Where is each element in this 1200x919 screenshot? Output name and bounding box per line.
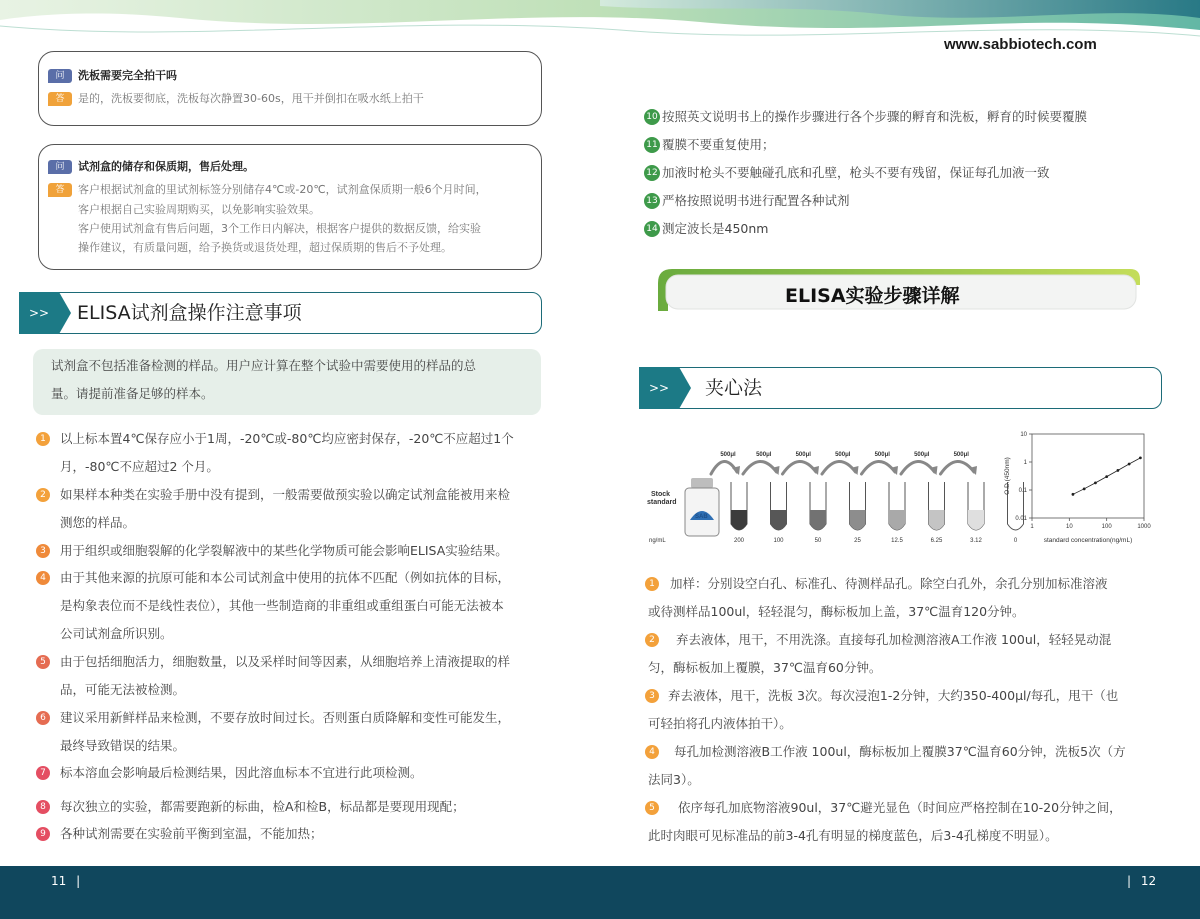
- faq-1-question: [48, 66, 177, 86]
- item-line: 每次独立的实验，都需要跑新的标曲，检A和检B，标品都是要现用现配；: [60, 799, 465, 814]
- double-chevron-icon: >>: [639, 367, 679, 409]
- item-line: 月，-80℃不应超过2 个月。: [60, 459, 219, 474]
- transfer-label: 500μl: [874, 452, 890, 458]
- dilution-tube: [929, 482, 945, 530]
- y-tick-label: 0.1: [1018, 488, 1027, 494]
- item-number: 1: [36, 432, 50, 446]
- item-line: 以上标本置4℃保存应小于1周，-20℃或-80℃均应密封保存，-20℃不应超过1个: [60, 431, 514, 446]
- step-line: 弃去液体，甩干，不用洗涤。直接每孔加检测溶液A工作液 100ul，轻轻晃动混: [676, 632, 1112, 647]
- standard-curve-chart: [1000, 426, 1160, 550]
- step-line: 法同3）。: [648, 772, 700, 787]
- website-url[interactable]: www.sabbiotech.com: [944, 36, 1097, 53]
- y-axis-label: O.D.(450nm): [1004, 457, 1011, 495]
- sample-note: [33, 349, 541, 415]
- item-line: 品，可能无法被检测。: [60, 682, 186, 697]
- x-tick-label: 100: [1101, 524, 1112, 530]
- transfer-label: 500μl: [953, 452, 969, 458]
- left-page-number: 11 |: [51, 874, 81, 888]
- question-tag: 问: [48, 160, 72, 174]
- stock-label: Stock: [651, 491, 671, 498]
- item-number: 4: [36, 571, 50, 585]
- note-line: 量。请提前准备足够的样本。: [51, 386, 214, 401]
- step-line: 加样：分别设空白孔、标准孔、待测样品孔。除空白孔外，余孔分别加标准溶液: [670, 576, 1108, 591]
- item-line: 测您的样品。: [60, 515, 136, 530]
- item-line: 加液时枪头不要触碰孔底和孔壁，枪头不要有残留，保证每孔加液一致: [662, 165, 1050, 180]
- item-number: 3: [36, 544, 50, 558]
- answer-line: 客户根据自己实验周期购买，以免影响实验效果。: [78, 203, 320, 216]
- right-page-number: | 12: [1127, 874, 1157, 888]
- transfer-label: 500μl: [720, 452, 736, 458]
- data-point: [1117, 469, 1120, 472]
- unit-label: ng/mL: [649, 538, 666, 544]
- section-title: ELISA试剂盒操作注意事项: [77, 302, 302, 324]
- item-number: 8: [36, 800, 50, 814]
- item-number: 13: [644, 193, 660, 209]
- dilution-tube: [810, 482, 826, 530]
- dilution-tube: [731, 482, 747, 530]
- item-line: 是构象表位而不是线性表位），其他一些制造商的非重组或重组蛋白可能无法被本: [60, 598, 504, 613]
- step-line: 每孔加检测溶液B工作液 100ul，酶标板加上覆膜37℃温育60分钟，洗板5次（方: [674, 744, 1126, 759]
- page-footer: [0, 866, 1200, 919]
- dilution-tube: [850, 482, 866, 530]
- item-line: 最终导致错误的结果。: [60, 738, 186, 753]
- concentration-label: 200: [733, 538, 745, 544]
- page-number-text: 12: [1140, 874, 1157, 888]
- concentration-label: 0: [1013, 538, 1018, 544]
- transfer-label: 500μl: [914, 452, 930, 458]
- concentration-label: 12.5: [891, 538, 903, 544]
- step-line: 可轻拍将孔内液体拍干）。: [648, 716, 792, 731]
- step-number: 1: [645, 577, 659, 591]
- answer-text: 客户根据试剂盒的里试剂标签分别储存4℃或-20℃，试剂盒保质期一般6个月时间，: [78, 183, 487, 196]
- answer-line: 操作建议，有质量问题，给予换货或退货处理，超过保质期的售后不予处理。: [78, 241, 452, 254]
- item-number: 11: [644, 137, 660, 153]
- data-point: [1128, 463, 1131, 466]
- concentration-label: 6.25: [930, 538, 943, 544]
- dilution-tube: [771, 482, 787, 530]
- faq-1-answer: [48, 89, 424, 109]
- data-point: [1083, 487, 1086, 490]
- item-number: 10: [644, 109, 660, 125]
- item-line: 测定波长是450nm: [662, 221, 769, 236]
- page-number-text: 11: [51, 874, 67, 888]
- step-number: 2: [645, 633, 659, 647]
- item-number: 2: [36, 488, 50, 502]
- section-header-precautions: [20, 292, 542, 334]
- item-line: 标本溶血会影响最后检测结果，因此溶血标本不宜进行此项检测。: [60, 765, 423, 780]
- item-line: 按照英文说明书上的操作步骤进行各个步骤的孵育和洗板，孵育的时候要覆膜: [662, 109, 1088, 124]
- item-number: 6: [36, 711, 50, 725]
- question-text: 试剂盒的储存和保质期，售后处理。: [78, 160, 254, 173]
- item-number: 9: [36, 827, 50, 841]
- transfer-label: 500μl: [795, 452, 811, 458]
- transfer-label: 500μl: [756, 452, 772, 458]
- stock-label: standard: [647, 499, 677, 506]
- concentration-label: 3.12: [970, 538, 982, 544]
- dilution-tube: [968, 482, 984, 530]
- answer-tag: 答: [48, 92, 72, 106]
- note-line: 试剂盒不包括准备检测的样品。用户应计算在整个试验中需要使用的样品的总: [51, 358, 477, 373]
- y-tick-label: 0.01: [1015, 516, 1027, 522]
- step-line: 匀，酶标板加上覆膜，37℃温育60分钟。: [648, 660, 882, 675]
- bottle-logo: SAB: [695, 514, 708, 520]
- step-number: 3: [645, 689, 659, 703]
- y-tick-label: 10: [1020, 432, 1027, 438]
- item-line: 由于包括细胞活力，细胞数量，以及采样时间等因素，从细胞培养上清液提取的样: [60, 654, 511, 669]
- question-tag: 问: [48, 69, 72, 83]
- section-title: 夹心法: [705, 377, 763, 399]
- item-line: 如果样本种类在实验手册中没有提到，一般需要做预实验以确定试剂盒能被用来检: [60, 487, 511, 502]
- faq-2-answer: [48, 180, 487, 200]
- item-line: 用于组织或细胞裂解的化学裂解液中的某些化学物质可能会影响ELISA实验结果。: [60, 543, 508, 558]
- data-point: [1072, 493, 1075, 496]
- concentration-label: 25: [854, 538, 861, 544]
- step-line: 弃去液体，甩干，洗板 3次。每次浸泡1-2分钟，大约350-400μl/每孔，甩干（也: [668, 688, 1119, 703]
- item-line: 各种试剂需要在实验前平衡到室温，不能加热；: [60, 826, 323, 841]
- data-point: [1139, 457, 1142, 460]
- data-point: [1094, 481, 1097, 484]
- step-line: 此时肉眼可见标准品的前3-4孔有明显的梯度蓝色，后3-4孔梯度不明显）。: [648, 828, 1058, 843]
- item-line: 严格按照说明书进行配置各种试剂: [662, 193, 850, 208]
- item-number: 7: [36, 766, 50, 780]
- item-number: 5: [36, 655, 50, 669]
- x-tick-label: 1: [1030, 524, 1034, 530]
- data-point: [1105, 475, 1108, 478]
- answer-tag: 答: [48, 183, 72, 197]
- step-number: 5: [645, 801, 659, 815]
- item-line: 建议采用新鲜样品来检测，不要存放时间过长。否则蛋白质降解和变性可能发生，: [60, 710, 511, 725]
- concentration-label: 50: [814, 538, 822, 544]
- step-line: 或待测样品100ul，轻轻混匀，酶标板加上盖，37℃温育120分钟。: [648, 604, 1025, 619]
- faq-2-question: [48, 157, 254, 177]
- item-line: 公司试剂盒所识别。: [60, 626, 173, 641]
- banner-title: ELISA实验步骤详解: [785, 285, 960, 307]
- double-chevron-icon: >>: [19, 292, 59, 334]
- step-number: 4: [645, 745, 659, 759]
- item-number: 12: [644, 165, 660, 181]
- answer-text: 是的，洗板要彻底，洗板每次静置30-60s，甩干并倒扣在吸水纸上拍干: [78, 92, 424, 105]
- item-line: 覆膜不要重复使用；: [662, 137, 775, 152]
- x-axis-label: standard concentration(ng/mL): [1043, 537, 1133, 544]
- x-tick-label: 10: [1065, 524, 1073, 530]
- item-line: 由于其他来源的抗原可能和本公司试剂盒中使用的抗体不匹配（例如抗体的目标，: [60, 570, 511, 585]
- y-tick-label: 1: [1023, 460, 1027, 466]
- transfer-label: 500μl: [835, 452, 851, 458]
- section-header-sandwich: [640, 367, 1162, 409]
- step-line: 依序每孔加底物溶液90ul，37℃避光显色（时间应严格控制在10-20分钟之间，: [678, 800, 1122, 815]
- concentration-label: 100: [773, 538, 784, 544]
- dilution-tube: [889, 482, 905, 530]
- x-tick-label: 1000: [1137, 524, 1151, 530]
- item-number: 14: [644, 221, 660, 237]
- answer-line: 客户使用试剂盒有售后问题，3个工作日内解决，根据客户提供的数据反馈，给实验: [78, 222, 481, 235]
- question-text: 洗板需要完全拍干吗: [78, 69, 177, 82]
